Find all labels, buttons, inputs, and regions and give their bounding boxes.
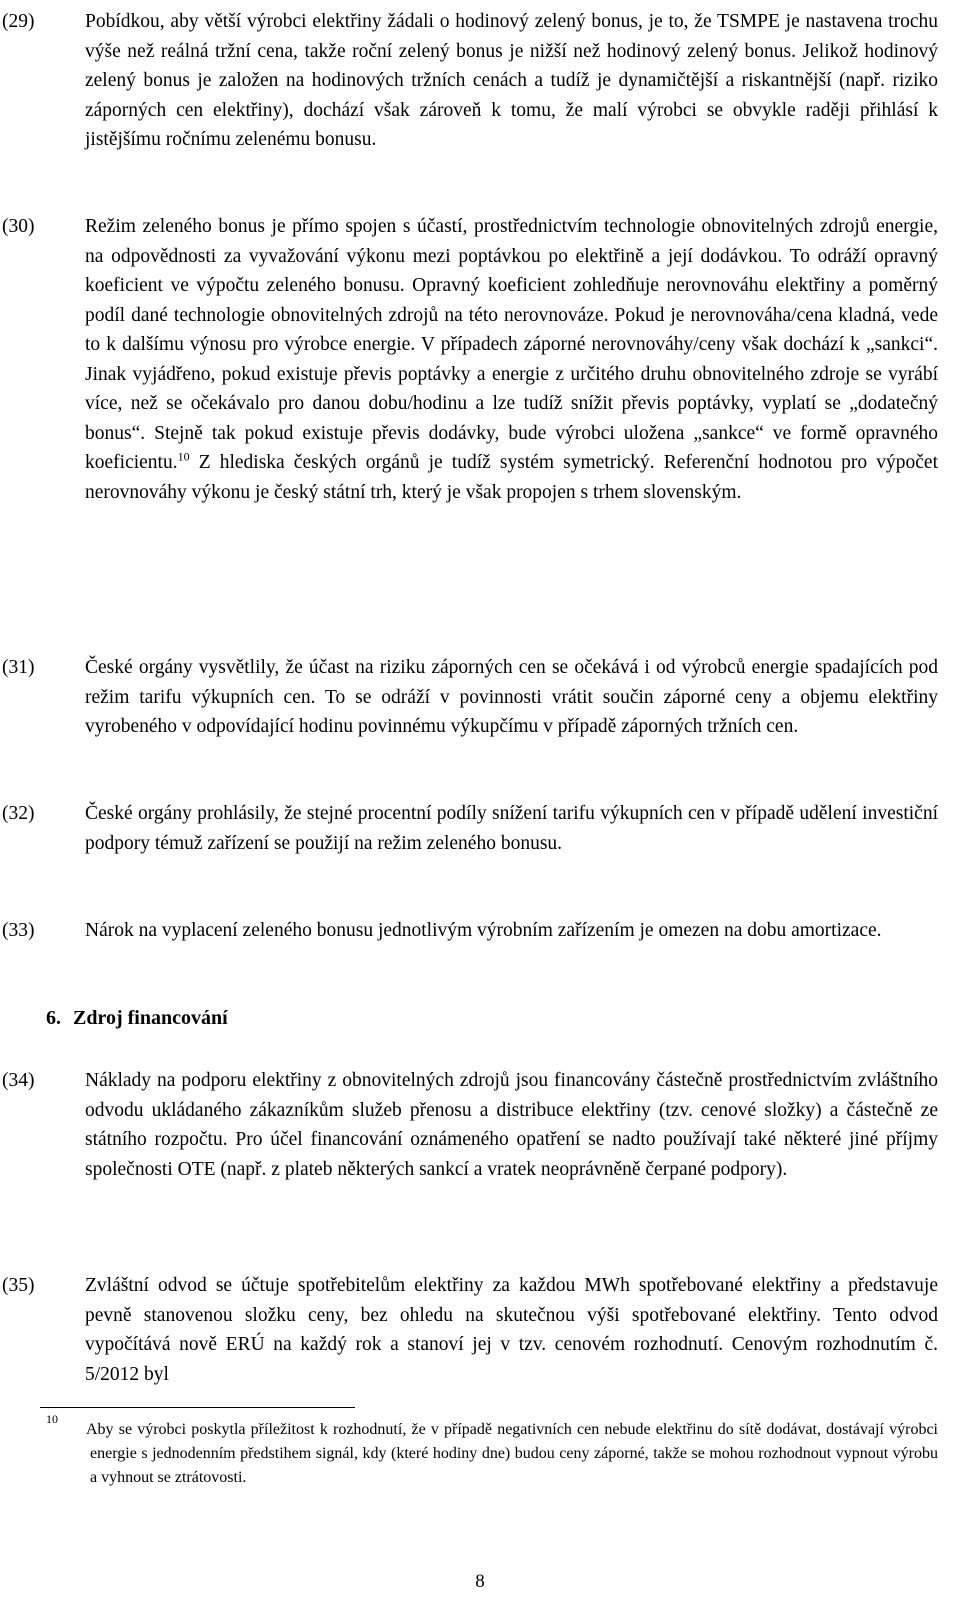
paragraph-number: (30)	[2, 216, 35, 237]
paragraph-number: (34)	[2, 1070, 35, 1091]
paragraph-text: Náklady na podporu elektřiny z obnovitelných zdrojů jsou financovány částečně prostřednictvím zvláštního odvodu ukládaného zákazníkům služeb přenosu a distribuce elektřiny (tzv. cenové složky) a částečně ze státního rozpočtu. Pro účel financování oznámeného opatření se nadto používají také některé jiné příjmy společnosti OTE (např. z plateb některých sankcí a vratek neoprávněně čerpané podpory).	[85, 1070, 938, 1180]
section-title: Zdroj financování	[73, 1007, 228, 1029]
paragraph-text: Nárok na vyplacení zeleného bonusu jednotlivým výrobním zařízením je omezen na dobu amortizace.	[85, 920, 882, 941]
paragraph-number: (32)	[2, 803, 35, 824]
paragraph-text: Zvláštní odvod se účtuje spotřebitelům elektřiny za každou MWh spotřebované elektřiny a představuje pevně stanovenou složku ceny, bez ohledu na skutečnou výši spotřebované elektřiny. Tento odvod vypočítává nově ERÚ na každý rok a stanoví jej v tzv. cenovém rozhodnutí. Cenovým rozhodnutím č. 5/2012 byl	[85, 1275, 938, 1385]
paragraph-number: (31)	[2, 657, 35, 678]
footnote-mark: 10	[46, 1412, 58, 1426]
paragraph-text	[85, 212, 938, 507]
paragraph-text: České orgány prohlásily, že stejné procentní podíly snížení tarifu výkupních cen v případě udělení investiční podpory témuž zařízení se použijí na režim zeleného bonusu.	[85, 803, 938, 854]
paragraph-text: Pobídkou, aby větší výrobci elektřiny žádali o hodinový zelený bonus, je to, že TSMPE je nastavena trochu výše než reálná tržní cena, takže roční zelený bonus je nižší než hodinový zelený bonus. Jelikož hodinový zelený bonus je založen na hodinových tržních cenách a tudíž je dynamičtější a riskantnější (např. riziko záporných cen elektřiny), dochází však zároveň k tomu, že malí výrobci se obvykle raději přihlásí k jistějšímu ročnímu zelenému bonusu.	[85, 11, 938, 150]
footnote-reference[interactable]: 10	[177, 449, 190, 464]
paragraph-number: (29)	[2, 11, 35, 32]
paragraph-number: (33)	[2, 920, 35, 941]
page-number: 8	[475, 1571, 485, 1592]
section-number: 6.	[46, 1007, 61, 1029]
footnote-text: Aby se výrobci poskytla příležitost k rozhodnutí, že v případě negativních cen nebude elektřinu do sítě dodávat, dostávají výrobci energie s jednodenním předstihem signál, kdy (které hodiny dne) budou ceny záporné, takže se mohou rozhodnout vypnout výrobu a vyhnout se ztrátovosti.	[86, 1421, 938, 1486]
section-heading	[46, 1004, 228, 1033]
paragraph-text-part: Režim zeleného bonus je přímo spojen s účastí, prostřednictvím technologie obnovitelných zdrojů energie, na odpovědnosti za vyvažování výkonu mezi poptávkou po elektřině a její dodávkou. To odráží opravný koeficient ve výpočtu zeleného bonusu. Opravný koeficient zohledňuje nerovnováhu elektřiny a poměrný podíl dané technologie obnovitelných zdrojů na této nerovnováze. Pokud je nerovnováha/cena kladná, vede to k dalšímu výnosu pro výrobce energie. V případech záporné nerovnováhy/ceny však dochází k „sankci“. Jinak vyjádřeno, pokud existuje převis poptávky a energie z určitého druhu obnovitelného zdroje se vyrábí více, než se očekávalo pro danou dobu/hodinu a lze tudíž snížit převis poptávky, vyplatí se „dodatečný bonus“. Stejně tak pokud existuje převis dodávky, bude výrobci uložena „sankce“ ve formě opravného koeficientu.	[85, 216, 938, 473]
paragraph-text-part: Z hlediska českých orgánů je tudíž systém symetrický. Referenční hodnotou pro výpočet nerovnováhy výkonu je český státní trh, který je však propojen s trhem slovenským.	[85, 452, 938, 503]
footnote-divider	[40, 1407, 355, 1408]
paragraph-number: (35)	[2, 1275, 35, 1296]
paragraph-text: České orgány vysvětlily, že účast na riziku záporných cen se očekává i od výrobců energie spadajících pod režim tarifu výkupních cen. To se odráží v povinnosti vrátit součin záporné ceny a objemu elektřiny vyrobeného v odpovídající hodinu povinnému výkupčímu v případě záporných tržních cen.	[85, 657, 938, 737]
